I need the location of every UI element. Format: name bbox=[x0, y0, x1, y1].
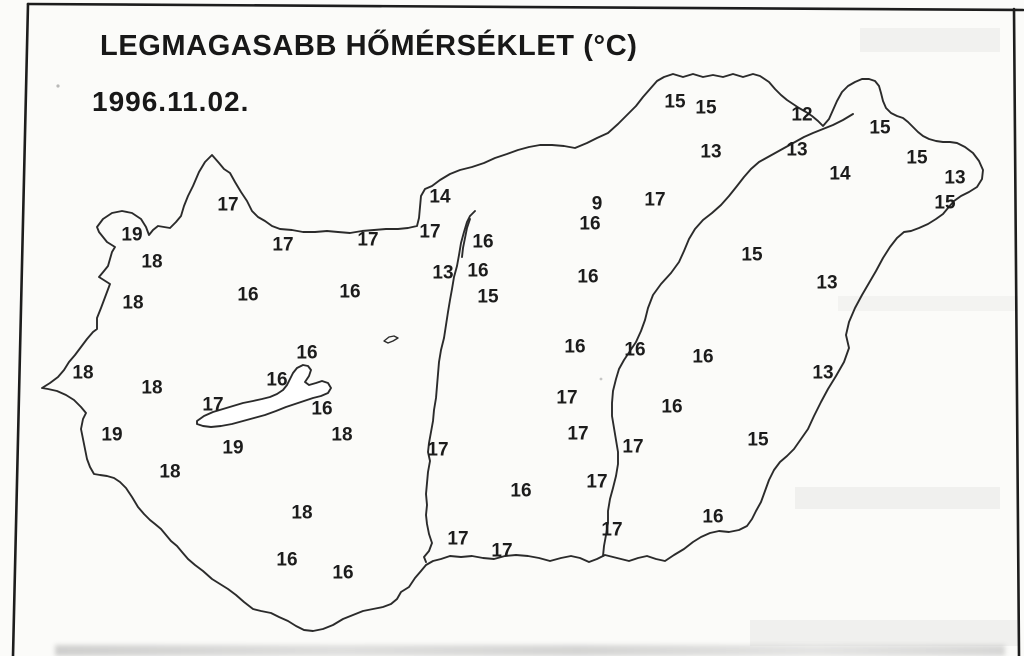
temp-label: 19 bbox=[222, 437, 244, 459]
temp-label: 13 bbox=[816, 272, 838, 294]
temp-label: 9 bbox=[591, 193, 603, 215]
temp-label: 13 bbox=[786, 139, 808, 161]
temp-label: 17 bbox=[447, 528, 469, 550]
temp-label: 19 bbox=[101, 424, 123, 446]
temp-label: 19 bbox=[121, 224, 143, 246]
temp-label: 15 bbox=[934, 192, 956, 214]
lake-velence bbox=[384, 336, 398, 343]
scan-frame-left-line bbox=[13, 4, 28, 656]
ghost-smudge bbox=[838, 296, 1018, 311]
temp-label: 13 bbox=[944, 167, 966, 189]
temp-label: 17 bbox=[567, 423, 589, 445]
temp-label: 16 bbox=[472, 231, 494, 253]
temp-label: 16 bbox=[510, 480, 532, 502]
temp-label: 17 bbox=[491, 540, 513, 562]
temp-label: 17 bbox=[357, 229, 379, 251]
temp-label: 15 bbox=[747, 429, 769, 451]
temp-label: 15 bbox=[477, 286, 499, 308]
temp-label: 16 bbox=[467, 260, 489, 282]
temp-label: 12 bbox=[791, 104, 813, 126]
temp-label: 16 bbox=[237, 284, 259, 306]
temp-label: 16 bbox=[296, 342, 318, 364]
scan-speck bbox=[600, 378, 603, 381]
temp-label: 15 bbox=[664, 91, 686, 113]
temp-label: 15 bbox=[695, 97, 717, 119]
temp-label: 16 bbox=[332, 562, 354, 584]
temp-label: 17 bbox=[427, 439, 449, 461]
temp-label: 17 bbox=[601, 519, 623, 541]
temp-label: 16 bbox=[577, 266, 599, 288]
temp-label: 15 bbox=[906, 147, 928, 169]
temp-label: 17 bbox=[644, 189, 666, 211]
temp-label: 16 bbox=[661, 396, 683, 418]
temp-label: 16 bbox=[564, 336, 586, 358]
temp-label: 16 bbox=[579, 213, 601, 235]
map-title: LEGMAGASABB HŐMÉRSÉKLET (°C) bbox=[100, 30, 638, 62]
ghost-smudge bbox=[795, 487, 1000, 509]
temp-label: 16 bbox=[266, 369, 288, 391]
scan-frame-right-line bbox=[1014, 9, 1019, 656]
temp-label: 18 bbox=[141, 251, 163, 273]
temp-label: 17 bbox=[202, 394, 224, 416]
temp-label: 18 bbox=[331, 424, 353, 446]
temp-label: 16 bbox=[624, 339, 646, 361]
temp-label: 13 bbox=[812, 362, 834, 384]
temp-label: 14 bbox=[829, 163, 851, 185]
ghost-smudge bbox=[750, 620, 1020, 646]
temp-label: 16 bbox=[692, 346, 714, 368]
scan-speck bbox=[56, 84, 59, 87]
scan-frame-top-line bbox=[28, 4, 1023, 10]
temp-label: 17 bbox=[272, 234, 294, 256]
temp-label: 15 bbox=[869, 117, 891, 139]
temp-label: 13 bbox=[700, 141, 722, 163]
bottom-cutoff-print bbox=[55, 645, 1005, 656]
temp-label: 17 bbox=[556, 387, 578, 409]
temp-label: 16 bbox=[339, 281, 361, 303]
ghost-smudge bbox=[860, 28, 1000, 52]
temp-label: 17 bbox=[419, 221, 441, 243]
temp-label: 18 bbox=[72, 362, 94, 384]
temp-label: 18 bbox=[159, 461, 181, 483]
temp-label: 16 bbox=[702, 506, 724, 528]
temp-label: 18 bbox=[291, 502, 313, 524]
temp-label: 18 bbox=[141, 377, 163, 399]
map-date: 1996.11.02. bbox=[92, 86, 250, 117]
temp-label: 13 bbox=[432, 262, 454, 284]
temp-label: 16 bbox=[276, 549, 298, 571]
temp-label: 16 bbox=[311, 398, 333, 420]
temp-label: 14 bbox=[429, 186, 451, 208]
temp-label: 17 bbox=[586, 471, 608, 493]
temp-label: 17 bbox=[622, 436, 644, 458]
temp-label: 18 bbox=[122, 292, 144, 314]
temp-label: 17 bbox=[217, 194, 239, 216]
temp-label: 15 bbox=[741, 244, 763, 266]
